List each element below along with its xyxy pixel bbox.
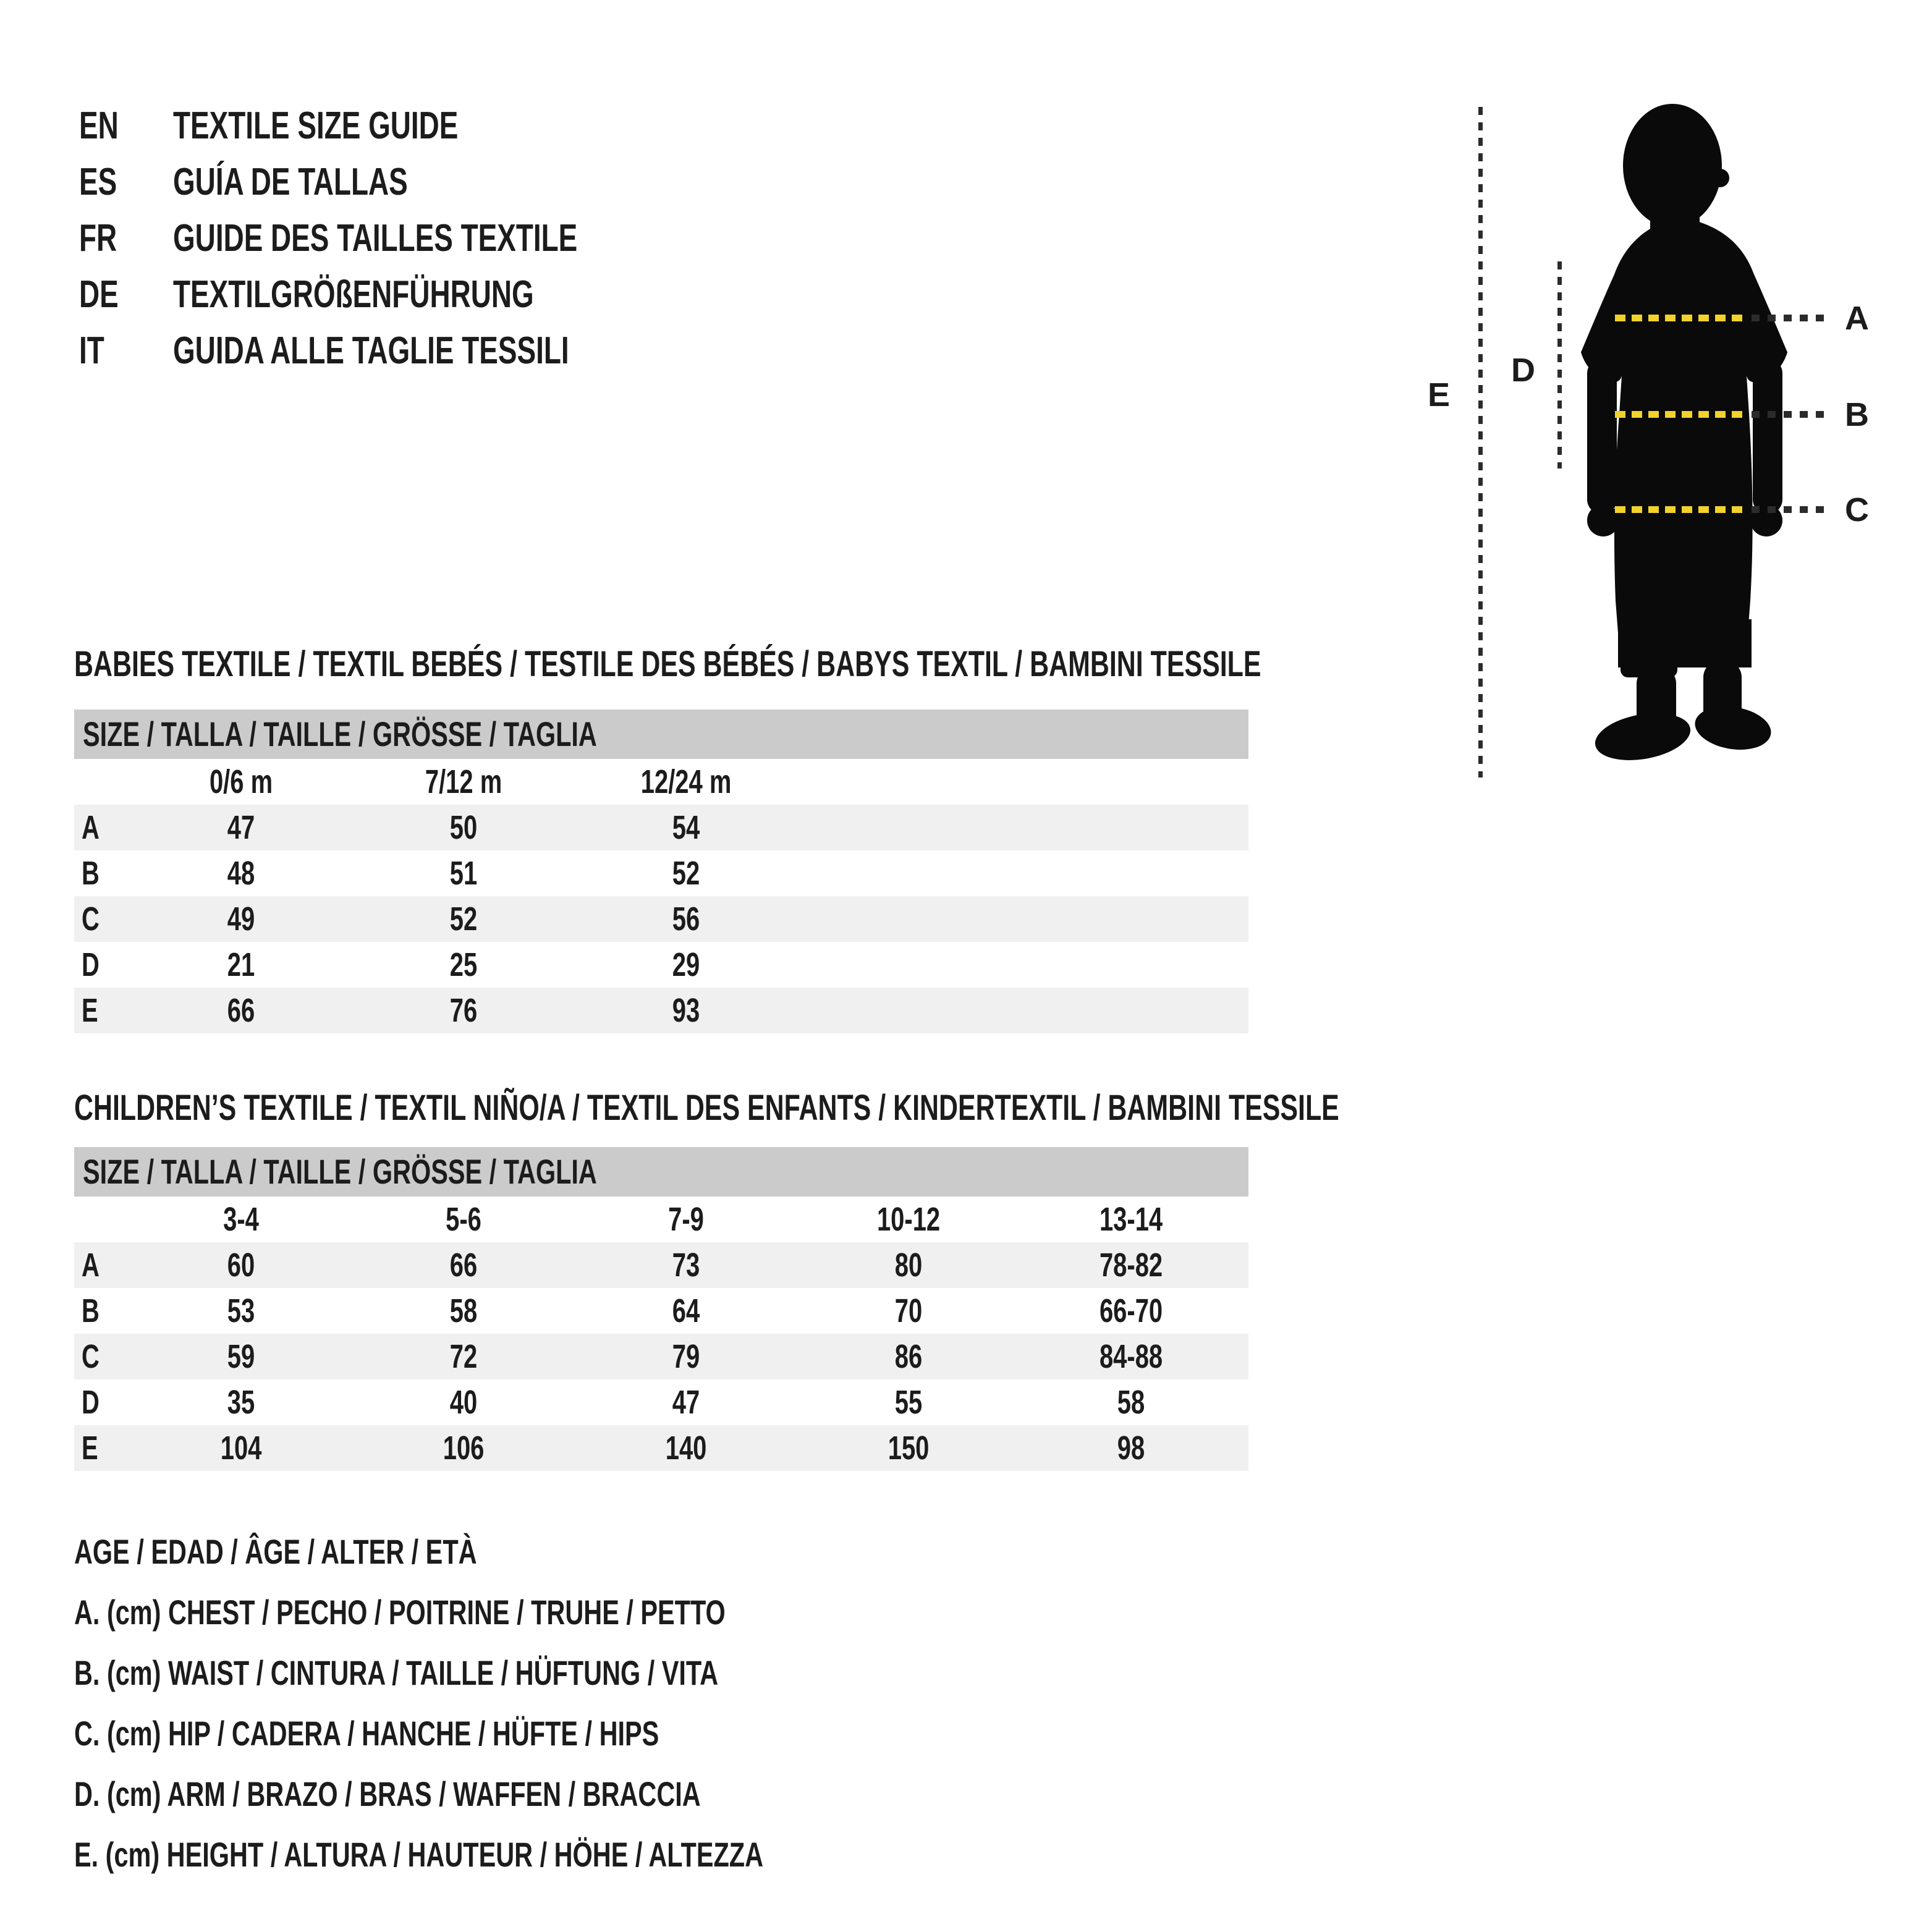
left-arm	[1587, 358, 1617, 514]
cell: 55	[894, 1384, 923, 1421]
chest-line-yellow	[1615, 315, 1743, 321]
lang-title: TEXTILGRÖßENFÜHRUNG	[173, 273, 534, 316]
cell: 47	[227, 809, 255, 846]
lang-title: TEXTILE SIZE GUIDE	[173, 104, 459, 147]
figure-label-b: B	[1845, 396, 1869, 433]
cell: 66	[227, 992, 255, 1029]
children-size-table	[74, 1147, 1248, 1471]
children-section-heading: CHILDREN’S TEXTILE / TEXTIL NIÑO/A / TEXTIL DES ENFANTS / KINDERTEXTIL / BAMBINI TESSILE	[74, 1088, 1339, 1128]
lang-row-en	[79, 98, 719, 154]
row-label: E	[82, 1430, 98, 1467]
cell: 64	[672, 1292, 700, 1329]
cell: 106	[443, 1430, 485, 1467]
left-shoe	[1591, 706, 1694, 766]
lang-code: IT	[79, 329, 104, 372]
cell: 48	[227, 855, 255, 892]
column-header: 12/24 m	[640, 763, 732, 800]
cell: 70	[894, 1292, 923, 1329]
measurement-legend	[74, 1522, 1006, 1885]
ear	[1711, 169, 1729, 187]
table-row	[74, 988, 1248, 1033]
legend-height: E. (cm) HEIGHT / ALTURA / HAUTEUR / HÖHE / ALTEZZA	[74, 1835, 764, 1874]
hip-line-dark	[1752, 506, 1827, 513]
column-header: 7/12 m	[425, 763, 502, 800]
cell: 60	[227, 1247, 255, 1284]
legend-hip: C. (cm) HIP / CADERA / HANCHE / HÜFTE / HIPS	[74, 1714, 659, 1753]
corner-cell	[74, 1197, 130, 1242]
cell: 21	[227, 946, 255, 983]
cell: 58	[449, 1292, 478, 1329]
cell: 29	[672, 946, 700, 983]
cell: 59	[227, 1338, 255, 1375]
table-row	[74, 1334, 1248, 1379]
column-header: 10-12	[876, 1201, 941, 1238]
babies-size-table	[74, 710, 1248, 1033]
waist-line-dark	[1752, 411, 1827, 418]
waist-line-yellow	[1615, 411, 1743, 418]
cell: 53	[227, 1292, 255, 1329]
row-label: D	[82, 946, 100, 983]
cell: 140	[665, 1430, 707, 1467]
column-header-row	[74, 759, 1248, 805]
cell: 54	[672, 809, 700, 846]
lang-title: GUÍA DE TALLAS	[173, 161, 408, 203]
row-label: E	[82, 992, 98, 1029]
table-row	[74, 1288, 1248, 1334]
legend-arm: D. (cm) ARM / BRAZO / BRAS / WAFFEN / BRACCIA	[74, 1774, 701, 1813]
table-row	[74, 850, 1248, 896]
cell: 93	[672, 992, 700, 1029]
cell: 56	[672, 900, 700, 938]
column-header: 7-9	[668, 1201, 704, 1238]
lang-code: EN	[79, 104, 119, 147]
column-header: 3-4	[223, 1201, 259, 1238]
legend-chest: A. (cm) CHEST / PECHO / POITRINE / TRUHE / PETTO	[74, 1593, 726, 1632]
table-row	[74, 1425, 1248, 1471]
lang-row-de	[79, 266, 719, 323]
cell: 79	[672, 1338, 700, 1375]
cell: 150	[888, 1430, 930, 1467]
right-arm	[1753, 358, 1782, 514]
cell: 52	[449, 900, 478, 938]
hip-line-yellow	[1615, 506, 1743, 513]
row-label: A	[82, 809, 100, 846]
cell: 76	[449, 992, 478, 1029]
figure-label-c: C	[1845, 491, 1869, 528]
row-label: C	[82, 1338, 100, 1375]
row-label: C	[82, 900, 100, 938]
legend-waist: B. (cm) WAIST / CINTURA / TAILLE / HÜFTUNG / VITA	[74, 1653, 719, 1692]
row-label: B	[82, 855, 100, 892]
table-row	[74, 1242, 1248, 1288]
column-header: 0/6 m	[209, 763, 273, 800]
column-header: 13-14	[1099, 1201, 1163, 1238]
cell: 84-88	[1099, 1338, 1163, 1375]
cell: 52	[672, 855, 700, 892]
table-row	[74, 942, 1248, 988]
cell: 51	[449, 855, 478, 892]
lang-row-it	[79, 323, 719, 379]
corner-cell	[74, 759, 130, 805]
cell: 40	[449, 1384, 478, 1421]
cell: 73	[672, 1247, 700, 1284]
table-header-band: SIZE / TALLA / TAILLE / GRÖSSE / TAGLIA	[74, 710, 1248, 759]
language-title-list	[79, 98, 719, 379]
cell: 72	[449, 1338, 478, 1375]
row-label: D	[82, 1384, 100, 1421]
lang-code: ES	[79, 161, 117, 203]
lang-code: DE	[79, 273, 119, 316]
child-silhouette-graphic	[1580, 93, 1790, 766]
cell: 47	[672, 1384, 700, 1421]
figure-label-a: A	[1845, 300, 1869, 337]
table-row	[74, 805, 1248, 850]
column-header: 5-6	[446, 1201, 481, 1238]
cell: 98	[1117, 1430, 1145, 1467]
lang-title: GUIDA ALLE TAGLIE TESSILI	[173, 329, 569, 372]
cell: 50	[449, 809, 478, 846]
cell: 78-82	[1099, 1247, 1163, 1284]
cell: 25	[449, 946, 478, 983]
figure-label-d: D	[1511, 352, 1535, 389]
arm-measure-line-d	[1557, 261, 1562, 468]
chest-line-dark	[1752, 315, 1827, 321]
lang-title: GUIDE DES TAILLES TEXTILE	[173, 217, 578, 260]
babies-section-heading: BABIES TEXTILE / TEXTIL BEBÉS / TESTILE DES BÉBÉS / BABYS TEXTIL / BAMBINI TESSILE	[74, 644, 1261, 684]
lang-row-es	[79, 154, 719, 210]
table-header-band: SIZE / TALLA / TAILLE / GRÖSSE / TAGLIA	[74, 1147, 1248, 1197]
table-row	[74, 1379, 1248, 1425]
column-header-row	[74, 1197, 1248, 1242]
cell: 104	[220, 1430, 262, 1467]
row-label: B	[82, 1292, 100, 1329]
row-label: A	[82, 1247, 100, 1284]
cell: 86	[894, 1338, 923, 1375]
lang-row-fr	[79, 210, 719, 266]
figure-label-e: E	[1428, 376, 1451, 413]
cell: 66	[449, 1247, 478, 1284]
table-row	[74, 896, 1248, 942]
cell: 66-70	[1099, 1292, 1163, 1329]
cell: 80	[894, 1247, 923, 1284]
legend-age: AGE / EDAD / ÂGE / ALTER / ETÀ	[74, 1532, 477, 1571]
cell: 49	[227, 900, 255, 938]
cell: 58	[1117, 1384, 1145, 1421]
cell: 35	[227, 1384, 255, 1421]
lang-code: FR	[79, 217, 117, 260]
